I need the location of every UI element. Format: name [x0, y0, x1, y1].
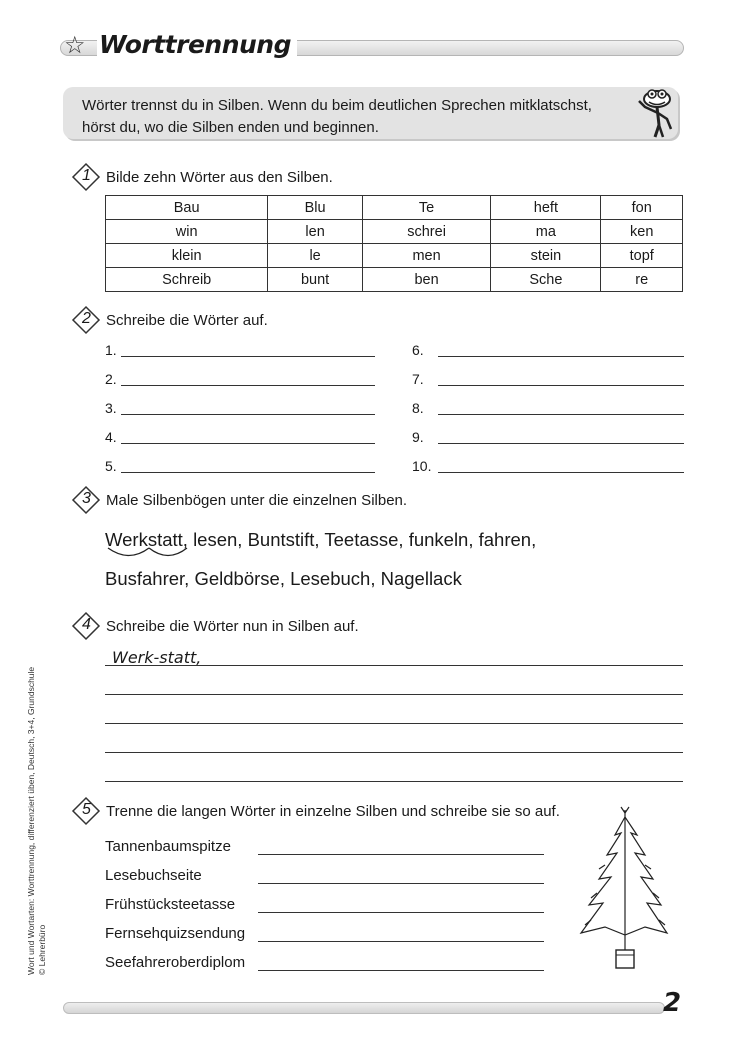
table-row [106, 244, 683, 268]
answer-line[interactable] [121, 385, 375, 386]
task-number-badge: 1 [71, 162, 101, 192]
task-number-badge: 3 [71, 485, 101, 515]
long-word-label: Tannenbaumspitze [105, 838, 231, 855]
answer-line[interactable] [121, 472, 375, 473]
table-cell: men [362, 244, 490, 268]
answer-number: 2. [105, 371, 117, 387]
answer-number: 5. [105, 458, 117, 474]
table-cell: topf [601, 244, 683, 268]
copyright-side-note: Wort und Wortarten: Worttrennung, differenziert üben, Deutsch, 3+4, Grundschule © Lehrerbüro [26, 666, 47, 975]
table-cell: stein [491, 244, 601, 268]
answer-number: 7. [412, 371, 424, 387]
table-cell: Bau [106, 196, 268, 220]
task-5-instruction: Trenne die langen Wörter in einzelne Silben und schreibe sie so auf. [106, 803, 560, 820]
table-cell: ken [601, 220, 683, 244]
answer-number: 8. [412, 400, 424, 416]
answer-line[interactable] [438, 443, 684, 444]
answer-line[interactable] [438, 356, 684, 357]
table-cell: Schreib [106, 268, 268, 292]
long-word-label: Lesebuchseite [105, 867, 202, 884]
long-word-label: Frühstücksteetasse [105, 896, 236, 913]
table-row [106, 196, 683, 220]
table-cell: fon [601, 196, 683, 220]
table-cell: heft [491, 196, 601, 220]
word-list-line-2: Busfahrer, Geldbörse, Lesebuch, Nagellack [105, 568, 462, 589]
answer-line[interactable] [438, 472, 684, 473]
footer-bar [63, 1002, 665, 1014]
table-cell: Te [362, 196, 490, 220]
answer-line[interactable] [121, 414, 375, 415]
task-number-badge: 5 [71, 796, 101, 826]
intro-text: Wörter trennst du in Silben. Wenn du beim deutlichen Sprechen mitklatschst, hörst du, wo die Silben enden und beginnen. [82, 97, 592, 136]
answer-number: 4. [105, 429, 117, 445]
writing-line[interactable] [105, 752, 683, 753]
star-icon: ☆ [64, 31, 86, 59]
task-number-badge: 2 [71, 305, 101, 335]
answer-number: 9. [412, 429, 424, 445]
answer-line[interactable] [258, 912, 544, 913]
answer-line[interactable] [258, 970, 544, 971]
table-row [106, 220, 683, 244]
table-cell: len [268, 220, 363, 244]
table-cell: Sche [491, 268, 601, 292]
table-cell: Blu [268, 196, 363, 220]
task-4-instruction: Schreibe die Wörter nun in Silben auf. [106, 618, 359, 635]
table-cell: le [268, 244, 363, 268]
word-list-line-1: Werkstatt, lesen, Buntstift, Teetasse, funkeln, fahren, [105, 529, 537, 550]
table-cell: ma [491, 220, 601, 244]
table-cell: ben [362, 268, 490, 292]
answer-line[interactable] [258, 883, 544, 884]
page-number: 2 [663, 988, 682, 1018]
answer-line[interactable] [258, 854, 544, 855]
writing-line[interactable] [105, 723, 683, 724]
long-word-label: Fernsehquizsendung [105, 925, 246, 942]
writing-line[interactable] [105, 781, 683, 782]
answer-line[interactable] [438, 385, 684, 386]
answer-line[interactable] [438, 414, 684, 415]
christmas-tree-icon [575, 805, 670, 975]
task-number-badge: 4 [71, 611, 101, 641]
answer-number: 1. [105, 342, 117, 358]
answer-number: 3. [105, 400, 117, 416]
syllable-table [105, 195, 683, 292]
answer-line[interactable] [121, 443, 375, 444]
syllable-arc-example [105, 545, 195, 561]
task-3-instruction: Male Silbenbögen unter die einzelnen Silben. [106, 492, 408, 509]
table-row [106, 268, 683, 292]
table-cell: schrei [362, 220, 490, 244]
table-cell: re [601, 268, 683, 292]
table-cell: klein [106, 244, 268, 268]
answer-number: 6. [412, 342, 424, 358]
table-cell: bunt [268, 268, 363, 292]
task-1-instruction: Bilde zehn Wörter aus den Silben. [106, 169, 333, 186]
answer-line[interactable] [258, 941, 544, 942]
frog-mascot-icon [627, 85, 683, 141]
example-word: Werkstatt [105, 529, 183, 550]
writing-line[interactable] [105, 665, 683, 666]
example-answer: Werk-statt, [112, 648, 202, 667]
table-cell: win [106, 220, 268, 244]
writing-line[interactable] [105, 694, 683, 695]
answer-number: 10. [412, 458, 432, 474]
answer-line[interactable] [121, 356, 375, 357]
long-word-label: Seefahreroberdiplom [105, 954, 246, 971]
task-2-instruction: Schreibe die Wörter auf. [106, 312, 268, 329]
page-title: Worttrennung [97, 30, 297, 60]
